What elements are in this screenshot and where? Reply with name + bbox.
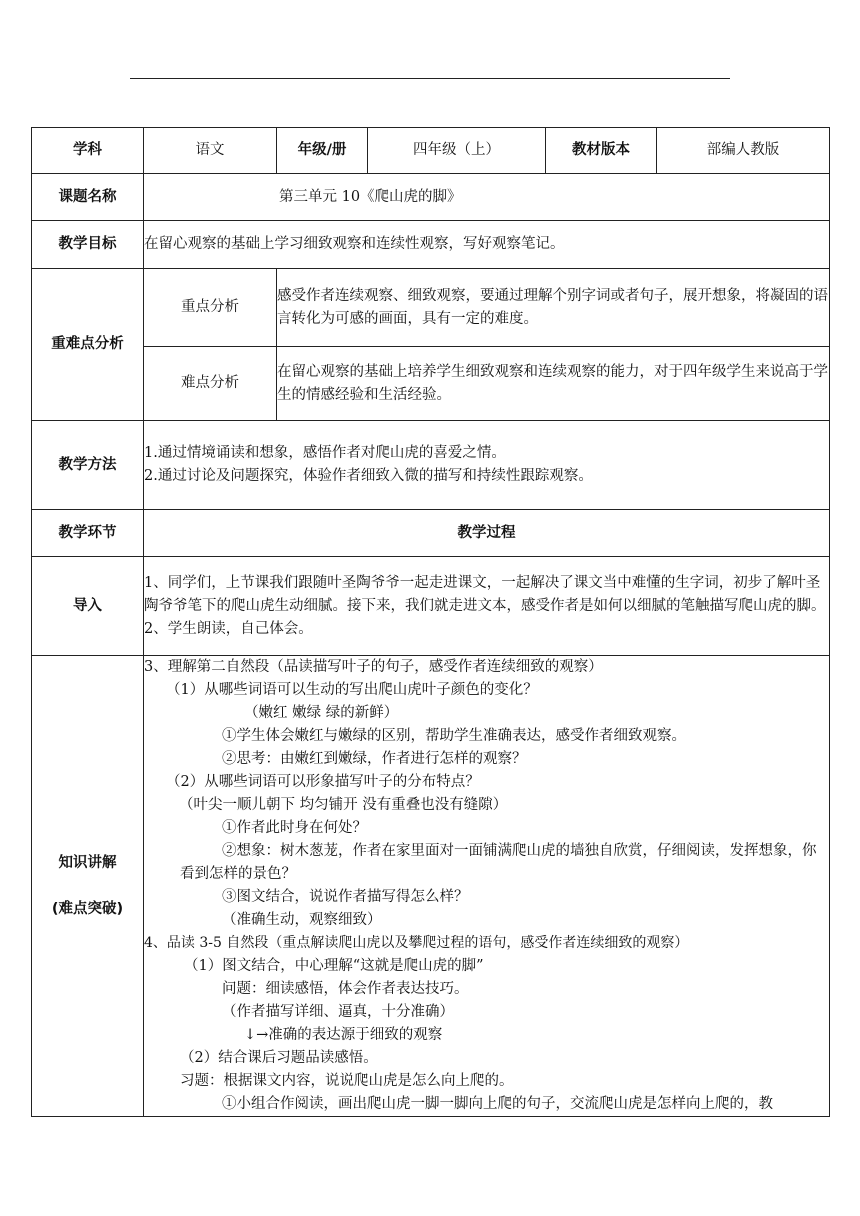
- knowledge-line: 习题：根据课文内容，说说爬山虎是怎么向上爬的。: [180, 1073, 514, 1089]
- intro-label: 导入: [32, 557, 144, 656]
- knowledge-line: 问题：细读感悟，体会作者表达技巧。: [222, 981, 469, 997]
- key-analysis-value: 感受作者连续观察、细致观察，要通过理解个别字词或者句子，展开想象，将凝固的语言转化为可感的画面，具有一定的难度。: [277, 269, 830, 347]
- knowledge-line: ③图文结合，说说作者描写得怎么样？: [222, 889, 469, 905]
- knowledge-line: ①作者此时身在何处？: [222, 820, 367, 836]
- knowledge-line: ①学生体会嫩红与嫩绿的区别，帮助学生准确表达，感受作者细致观察。: [222, 728, 686, 744]
- method-cell: [144, 421, 830, 510]
- method-line: 1.通过情境诵读和想象，感悟作者对爬山虎的喜爱之情。: [144, 445, 506, 461]
- knowledge-row: [32, 656, 830, 1117]
- lesson-plan-table: [31, 127, 830, 1117]
- knowledge-line: ↓→准确的表达源于细致的观察: [244, 1027, 443, 1043]
- method-label: 教学方法: [32, 421, 144, 510]
- intro-line: 2、学生朗读，自己体会。: [144, 620, 313, 637]
- goal-value: 在留心观察的基础上学习细致观察和连续性观察，写好观察笔记。: [144, 221, 830, 269]
- knowledge-line: （2）结合课后习题品读感悟。: [180, 1050, 378, 1066]
- intro-line: 1、同学们，上节课我们跟随叶圣陶爷爷一起走进课文，一起解决了课文当中难懂的生字词，初步了解叶圣陶爷爷笔下的爬山虎生动细腻。接下来，我们就走进文本，感受作者是如何以细腻的笔触描写爬山虎的脚。: [144, 574, 826, 614]
- lesson-row: [32, 174, 830, 221]
- hard-analysis-label: 难点分析: [144, 347, 277, 421]
- method-row: [32, 421, 830, 510]
- process-stage-label: 教学环节: [32, 510, 144, 557]
- lesson-value-cell: [144, 174, 830, 221]
- edition-value: 部编人教版: [657, 128, 830, 174]
- subject-value: 语文: [144, 128, 277, 174]
- hard-analysis-row: [32, 347, 830, 421]
- knowledge-line: （嫩红 嫩绿 绿的新鲜）: [244, 705, 399, 721]
- header-rule: [130, 78, 730, 79]
- intro-cell: [144, 557, 830, 656]
- goal-row: [32, 221, 830, 269]
- knowledge-cell: [144, 656, 830, 1117]
- knowledge-line: （叶尖一顺儿朝下 均匀铺开 没有重叠也没有缝隙）: [179, 797, 508, 813]
- subject-label: 学科: [32, 128, 144, 174]
- knowledge-line: （作者描写详细、逼真，十分准确）: [222, 1004, 454, 1020]
- analysis-label: 重难点分析: [32, 269, 144, 421]
- knowledge-line: （准确生动，观察细致）: [222, 912, 382, 928]
- knowledge-label: 知识讲解: [58, 855, 117, 871]
- process-header-row: [32, 510, 830, 557]
- knowledge-line: （1）从哪些词语可以生动的写出爬山虎叶子颜色的变化？: [166, 682, 538, 698]
- knowledge-line: 3、理解第二自然段（品读描写叶子的句子，感受作者连续细致的观察）: [144, 659, 603, 675]
- knowledge-line: ①小组合作阅读，画出爬山虎一脚一脚向上爬的句子，交流爬山虎是怎样向上爬的，教: [222, 1096, 773, 1112]
- knowledge-line: ②思考：由嫩红到嫩绿，作者进行怎样的观察？: [222, 751, 527, 767]
- goal-label: 教学目标: [32, 221, 144, 269]
- lesson-label: 课题名称: [32, 174, 144, 221]
- process-title: 教学过程: [144, 510, 830, 557]
- knowledge-line: （1）图文结合，中心理解“这就是爬山虎的脚”: [184, 958, 484, 974]
- knowledge-line: （2）从哪些词语可以形象描写叶子的分布特点？: [166, 774, 480, 790]
- method-line: 2.通过讨论及问题探究，体验作者细致入微的描写和持续性跟踪观察。: [144, 468, 593, 484]
- intro-row: [32, 557, 830, 656]
- key-analysis-label: 重点分析: [144, 269, 277, 347]
- knowledge-sublabel: (难点突破): [51, 901, 124, 917]
- key-analysis-row: [32, 269, 830, 347]
- grade-label: 年级/册: [277, 128, 368, 174]
- info-row: [32, 128, 830, 174]
- edition-label: 教材版本: [546, 128, 657, 174]
- knowledge-line: 4、品读 3-5 自然段（重点解读爬山虎以及攀爬过程的语句，感受作者连续细致的观察）: [144, 935, 689, 951]
- knowledge-label-cell: [32, 656, 144, 1117]
- grade-value: 四年级（上）: [368, 128, 546, 174]
- hard-analysis-value: 在留心观察的基础上培养学生细致观察和连续观察的能力，对于四年级学生来说高于学生的情感经验和生活经验。: [277, 347, 830, 421]
- lesson-value: 第三单元 10《爬山虎的脚》: [279, 188, 462, 205]
- knowledge-line: ②想象：树木葱茏，作者在家里面对一面铺满爬山虎的墙独自欣赏，仔细阅读，发挥想象，你看到怎样的景色？: [180, 843, 817, 882]
